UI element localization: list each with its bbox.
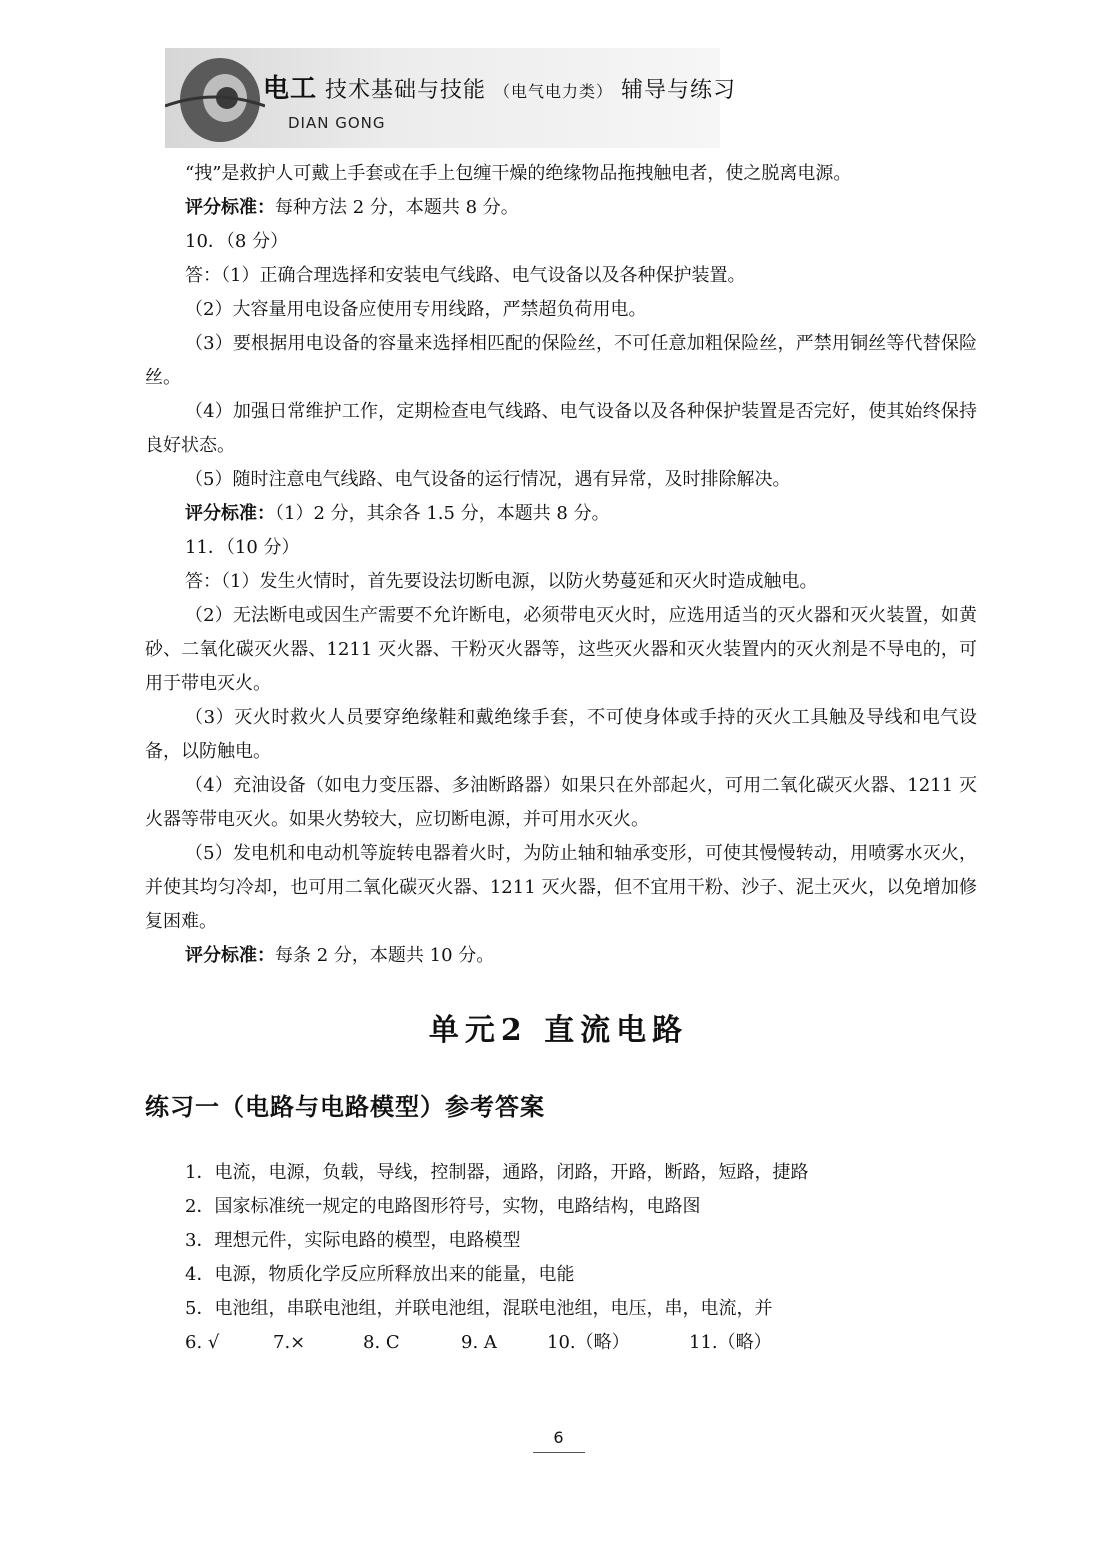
answer-item: 3．理想元件，实际电路的模型，电路模型 [185,1230,521,1251]
answer-content [145,157,977,973]
page-number: 6 [553,1428,564,1447]
paragraph: 答：（1）发生火情时，首先要设法切断电源，以防火势蔓延和灭火时造成触电。 [185,571,818,592]
answer-item: 1．电流，电源，负载，导线，控制器，通路，闭路，开路，断路，短路，捷路 [185,1162,809,1183]
scoring-text: 每条 2 分，本题共 10 分。 [275,945,495,966]
paragraph: （4）充油设备（如电力变压器、多油断路器）如果只在外部起火，可用二氧化碳灭火器、1211 灭火器等带电灭火。如果火势较大，应切断电源，并可用水灭火。 [145,775,977,830]
answer-item: 5．电池组，串联电池组，并联电池组，混联电池组，电压，串，电流，并 [185,1298,773,1319]
page-number-underline [533,1452,585,1453]
brand-paren: （电气电力类） [494,82,614,101]
scoring-paragraph [145,191,977,225]
short-answer: 10.（略） [547,1332,630,1353]
book-series-title [263,68,736,105]
answer-item: 4．电源，物质化学反应所释放出来的能量，电能 [185,1264,575,1285]
scoring-paragraph [145,497,977,531]
paragraph: （5）随时注意电气线路、电气设备的运行情况，遇有异常，及时排除解决。 [185,469,791,490]
paragraph: 答：（1）正确合理选择和安装电气线路、电气设备以及各种保护装置。 [185,265,746,286]
short-answer-row [185,1326,985,1360]
scoring-label: 评分标准： [185,197,275,218]
question-heading: 10．（8 分） [185,231,289,252]
brand-title: 技术基础与技能 [325,78,487,103]
question-heading: 11．（10 分） [185,537,300,558]
brand-tail: 辅导与练习 [621,78,737,103]
section-title: 练习一（电路与电路模型）参考答案 [145,1093,545,1121]
answer-list [185,1156,985,1360]
short-answer: 8. C [363,1332,400,1353]
paragraph: （3）要根据用电设备的容量来选择相匹配的保险丝，不可任意加粗保险丝，严禁用铜丝等代替保险丝。 [145,333,977,388]
short-answer: 11.（略） [689,1332,772,1353]
brand-subtitle: DIAN GONG [288,114,386,132]
scoring-label: 评分标准： [185,945,275,966]
book-logo-icon [165,48,265,148]
short-answer: 9. A [461,1332,497,1353]
unit-title: 单元2 直流电路 [428,1013,689,1048]
paragraph: （2）无法断电或因生产需要不允许断电，必须带电灭火时，应选用适当的灭火器和灭火装置，如黄砂、二氧化碳灭火器、1211 灭火器、干粉灭火器等，这些灭火器和灭火装置内的灭火剂是不导电的，可用于带电灭火。 [145,605,977,694]
paragraph: （2）大容量用电设备应使用专用线路，严禁超负荷用电。 [185,299,647,320]
paragraph: （4）加强日常维护工作，定期检查电气线路、电气设备以及各种保护装置是否完好，使其始终保持良好状态。 [145,401,977,456]
paragraph: “拽”是救护人可戴上手套或在手上包缠干燥的绝缘物品拖拽触电者，使之脱离电源。 [185,163,852,184]
scoring-text: （1）2 分，其余各 1.5 分，本题共 8 分。 [275,503,610,524]
scoring-label: 评分标准： [185,503,275,524]
paragraph: （3）灭火时救火人员要穿绝缘鞋和戴绝缘手套，不可使身体或手持的灭火工具触及导线和电气设备，以防触电。 [145,707,977,762]
short-answer: 7.× [273,1332,306,1353]
brand-main: 电工 [263,74,318,104]
book-header [165,48,737,148]
paragraph: （5）发电机和电动机等旋转电器着火时，为防止轴和轴承变形，可使其慢慢转动，用喷雾水灭火，并使其均匀冷却，也可用二氧化碳灭火器、1211 灭火器，但不宜用干粉、沙子、泥土灭火，以免增加修复困难。 [145,843,977,932]
answer-item: 2．国家标准统一规定的电路图形符号，实物，电路结构，电路图 [185,1196,701,1217]
scoring-text: 每种方法 2 分，本题共 8 分。 [275,197,519,218]
scoring-paragraph [145,939,977,973]
short-answer: 6. √ [185,1332,220,1353]
